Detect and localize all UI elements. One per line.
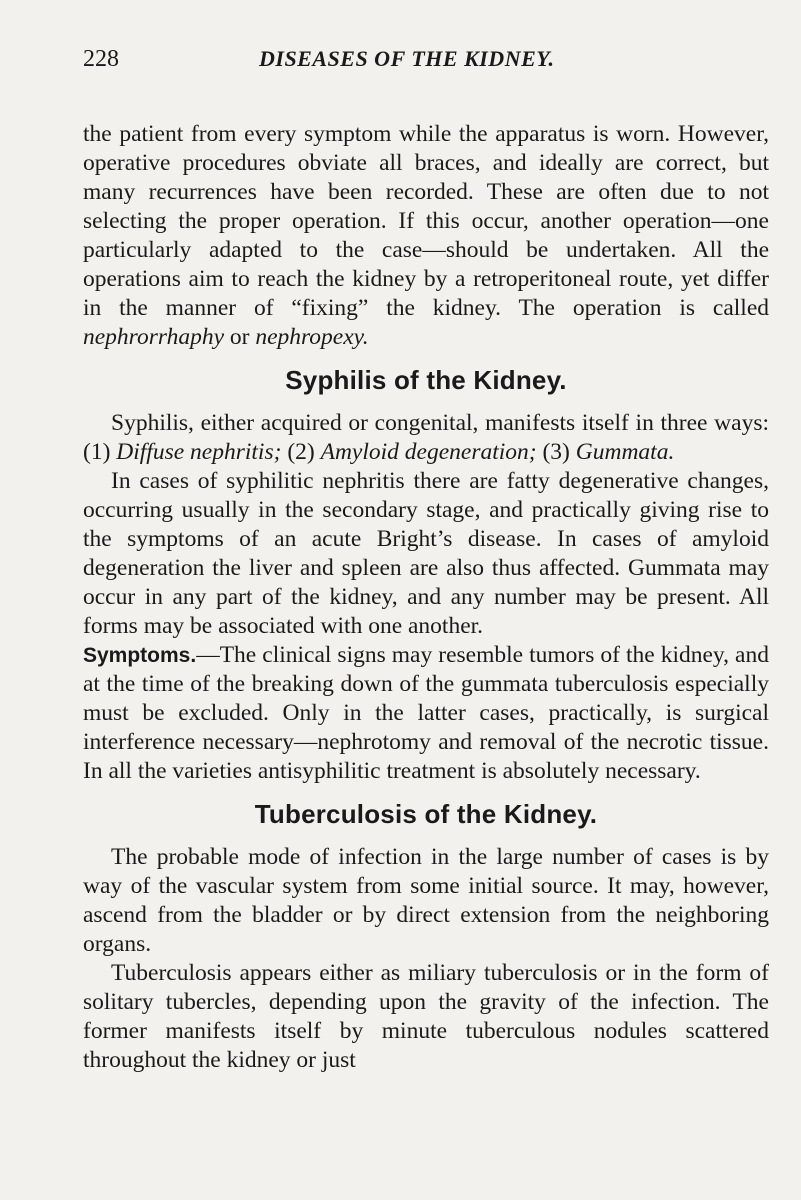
term-joiner: or bbox=[224, 324, 256, 350]
running-head bbox=[83, 30, 769, 70]
heading-syphilis: Syphilis of the Kidney. bbox=[285, 365, 567, 395]
list-item-amyloid-degeneration: Amyloid degeneration; bbox=[320, 439, 537, 465]
book-page bbox=[83, 30, 769, 1073]
list-item-diffuse-nephritis: Diffuse nephritis; bbox=[116, 439, 282, 465]
syphilis-intro-text: Syphilis, either acquired or congenital, manifests itself in three ways: (1) bbox=[83, 410, 769, 465]
syphilis-paragraph: In cases of syphilitic nephritis there are fatty degenerative changes, occurring usually in the secondary stage, and practically giving rise to the symptoms of an acute Bright’s disease. In cases of amyloid degeneration the liver and spleen are also thus affected. Gummata may occur in any part of the kidney, and any number may be present. All forms may be associated with one another. bbox=[83, 468, 769, 639]
symptoms-text: —The clinical signs may resemble tumors of the kidney, and at the time of the breaking down of the gummata tuberculosis especially must be excluded. Only in the latter cases, practically, is surgical interference necessary—nephrotomy and removal of the necrotic tissue. In all the varieties antisyphilitic treatment is absolutely necessary. bbox=[83, 642, 769, 784]
page-number: 228 bbox=[83, 46, 119, 72]
list-separator: (2) bbox=[281, 439, 321, 465]
heading-tuberculosis: Tuberculosis of the Kidney. bbox=[254, 799, 598, 829]
running-title: DISEASES OF THE KIDNEY. bbox=[259, 46, 555, 71]
list-separator: (3) bbox=[536, 439, 576, 465]
tuberculosis-paragraph-2: Tuberculosis appears either as miliary tuberculosis or in the form of solitary tubercles, depending upon the gravity of the infection. The former manifests itself by minute tuberculous nodules scattered throughout the kidney or just bbox=[83, 960, 769, 1073]
tuberculosis-paragraph-1: The probable mode of infection in the large number of cases is by way of the vascular system from some initial source. It may, however, ascend from the bladder or by direct extension from the neighboring organs. bbox=[83, 844, 769, 957]
body-text bbox=[83, 120, 769, 1075]
symptoms-paragraph bbox=[83, 641, 769, 786]
continued-paragraph bbox=[83, 120, 769, 352]
paragraph-text: the patient from every symptom while the apparatus is worn. However, operative procedures obviate all braces, and ideally are correct, but many recurrences have been recorded. These are often due to not selecting the proper operation. If this occur, another operation—one particularly adapted to the case—should be undertaken. All the operations aim to reach the kidney by a retroperitoneal route, yet differ in the manner of “fixing” the kidney. The operation is called bbox=[83, 121, 769, 321]
syphilis-intro-paragraph bbox=[83, 409, 769, 467]
symptoms-label: Symptoms. bbox=[83, 644, 197, 667]
term-nephrorrhaphy: nephrorrhaphy bbox=[83, 324, 224, 350]
term-nephropexy: nephropexy. bbox=[255, 324, 369, 350]
list-item-gummata: Gummata. bbox=[575, 439, 675, 465]
